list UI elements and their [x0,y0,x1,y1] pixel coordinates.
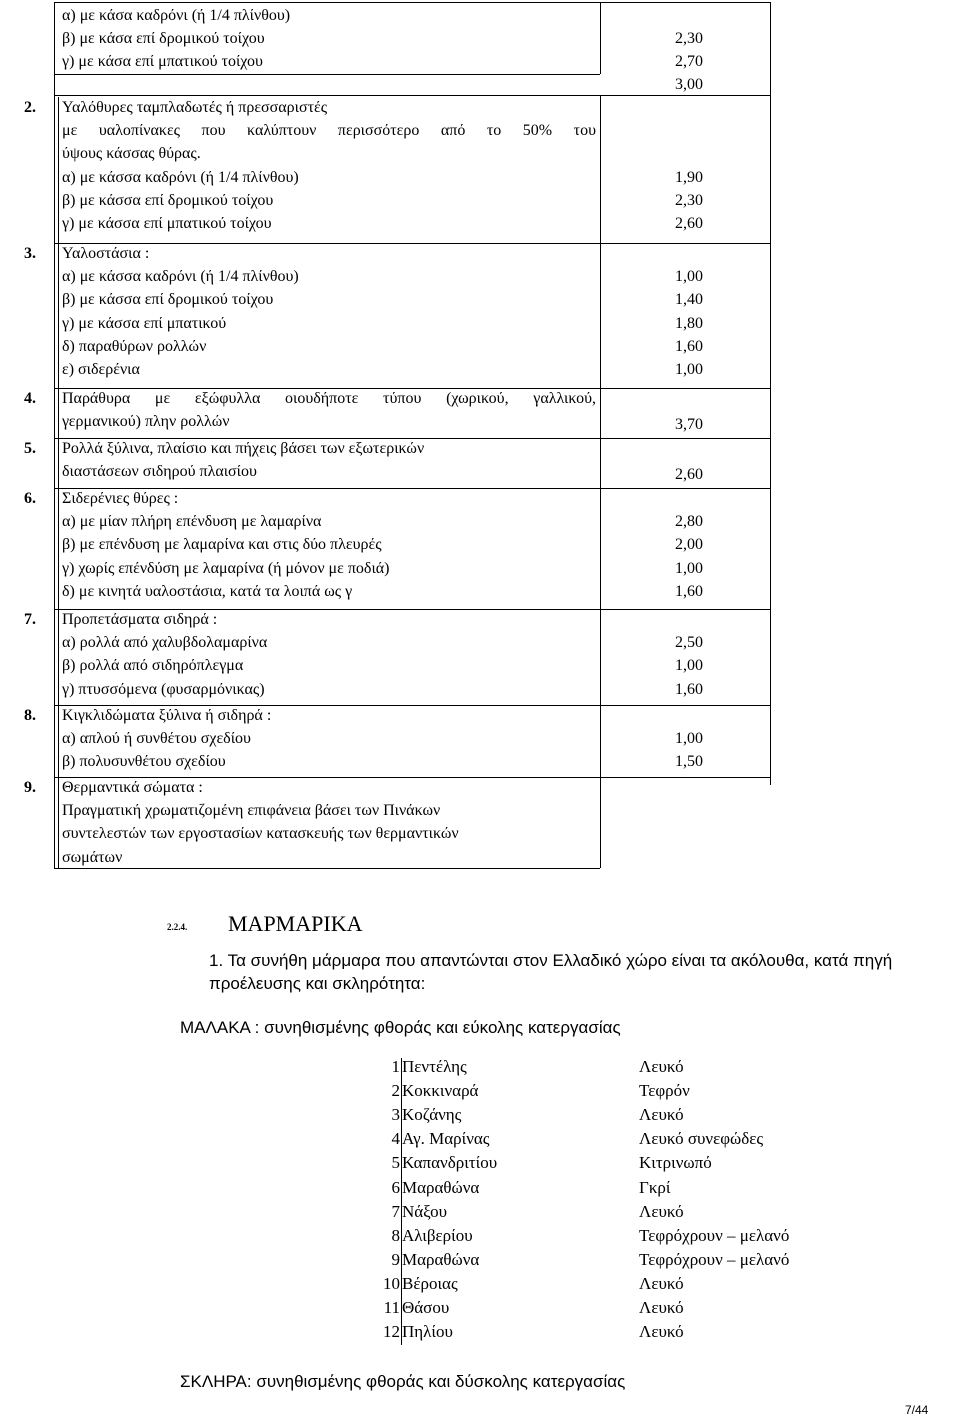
item-text: γ) πτυσσόμενα (φυσαρμόνικας) [62,680,265,698]
marble-color: Λευκό [639,1057,684,1076]
table-rule [600,2,601,74]
table-rule [600,703,601,777]
item-value: 2,80 [675,513,703,531]
marble-origin: Αγ. Μαρίνας [402,1129,490,1149]
table-rule [54,2,770,3]
marble-origin: Πηλίου [402,1322,453,1342]
marble-color: Τεφρόχρουν – μελανό [639,1249,790,1269]
item-value: 1,00 [675,657,703,675]
item-text: δ) παραθύρων ρολλών [62,337,207,355]
item-text: γ) με κάσσα επί μπατικού [62,314,227,332]
marble-color: Λευκό [639,1273,684,1293]
item-value: 1,60 [675,680,703,698]
intro-text: προέλευσης και σκληρότητα: [209,974,426,993]
table-rule [600,241,601,388]
intro-text: 1. Τα συνήθη μάρμαρα που απαντώνται στον Ελλαδικό χώρο είναι τα ακόλουθα, κατά πηγή [209,951,893,970]
marble-color: Κιτρινωπό [639,1153,712,1173]
item-value: 1,00 [675,268,703,286]
item-value: 2,00 [675,536,703,554]
table-rule [54,436,55,488]
table-rule [600,95,601,243]
table-rule [600,775,601,868]
table-rule [600,386,601,438]
item-text: ε) σιδερένια [62,361,140,378]
item-text: γερμανικού) πλην ρολλών [62,413,230,431]
marble-row-number: 1 [391,1057,400,1076]
marble-color: Λευκό [639,1322,684,1342]
marble-color: Λευκό συνεφώδες [639,1129,764,1149]
item-text: β) με κάσσα επί δρομικού τοίχου [62,291,274,309]
marble-row-number: 8 [391,1225,400,1245]
item-text: α) ρολλά από χαλυβδολαμαρίνα [62,634,268,652]
item-text: α) με κάσα καδρόνι (ή 1/4 πλίνθου) [62,7,291,24]
marble-origin: Κοκκιναρά [402,1081,479,1101]
section-code: 2.2.4. [167,922,188,932]
table-rule [54,486,55,609]
marble-origin: Πεντέλης [402,1057,467,1076]
table-rule [401,1058,402,1345]
item-text: σωμάτων [62,848,123,866]
item-text: α) με κάσσα καδρόνι (ή 1/4 πλίνθου) [62,268,299,286]
item-value: 1,00 [675,730,703,748]
section-number: 5. [24,440,36,457]
marble-origin: Καπανδριτίου [402,1153,498,1173]
item-text: γ) χωρίς επένδύση με λαμαρίνα (ή μόνον με ποδιά) [62,559,390,577]
section-number: 6. [24,490,36,507]
item-text: γ) με κάσα επί μπατικού τοίχου [62,53,263,70]
marble-color: Λευκό [639,1201,684,1221]
table-rule [54,95,55,243]
item-text: γ) με κάσσα επί μπατικού τοίχου [62,215,272,232]
marble-color: Τεφρόν [639,1081,690,1101]
table-rule [600,486,601,609]
item-value: 1,00 [675,361,703,378]
item-text: Παράθυρα με εξώφυλλα οιουδήποτε τύπου (χωρικού, γαλλικού, [62,390,596,407]
marble-origin: Αλιβερίου [402,1225,473,1245]
marble-origin: Μαραθώνα [402,1177,480,1197]
section-number: 2. [24,99,36,116]
marble-origin: Θάσου [402,1298,450,1317]
table-rule [58,97,59,868]
item-text: Υαλόθυρες ταμπλαδωτές ή πρεσσαριστές [62,99,328,116]
hard-marbles-heading: ΣΚΛΗΡΑ: συνηθισμένης φθοράς και δύσκολης κατεργασίας [180,1372,626,1391]
table-rule [54,95,770,96]
marble-color: Λευκό [639,1105,684,1125]
marble-row-number: 11 [383,1298,400,1317]
item-text: β) ρολλά από σιδηρόπλεγμα [62,657,244,675]
table-rule [54,775,55,868]
item-text: Υαλοστάσια : [62,245,150,262]
table-rule [54,386,55,438]
table-rule [770,2,771,785]
marble-color: Λευκό [639,1298,684,1317]
item-value: 2,70 [675,53,703,70]
item-text: Σιδερένιες θύρες : [62,490,179,507]
marble-row-number: 3 [391,1105,400,1125]
item-text: Πραγματική χρωματιζομένη επιφάνεια βάσει των Πινάκων [62,802,441,820]
item-value: 3,70 [675,416,703,434]
table-rule [600,607,601,705]
section-number: 3. [24,245,36,262]
item-text: Προπετάσματα σιδηρά : [62,611,218,628]
item-text: α) με κάσσα καδρόνι (ή 1/4 πλίνθου) [62,168,299,186]
item-value: 1,50 [675,753,703,771]
marble-row-number: 4 [391,1129,400,1149]
marble-row-number: 9 [391,1249,400,1269]
table-rule [54,703,55,777]
section-number: 9. [24,779,36,796]
marble-row-number: 7 [391,1201,400,1221]
table-rule [54,74,600,75]
item-value: 1,40 [675,291,703,309]
item-value: 1,60 [675,337,703,355]
section-title: ΜΑΡΜΑΡΙΚΑ [228,911,363,936]
table-rule [54,607,55,705]
section-number: 7. [24,611,36,628]
table-rule [54,868,600,869]
marble-row-number: 2 [391,1081,400,1101]
item-text: β) με κάσσα επί δρομικού τοίχου [62,191,274,209]
item-text: Κιγκλιδώματα ξύλινα ή σιδηρά : [62,707,272,724]
item-value: 2,60 [675,215,703,232]
table-rule [600,777,770,778]
item-value: 2,50 [675,634,703,652]
marble-row-number: 5 [391,1153,400,1173]
item-text: α) με μίαν πλήρη επένδυση με λαμαρίνα [62,513,322,531]
item-value: 2,60 [675,466,703,484]
item-value: 2,30 [675,191,703,209]
item-text: συντελεστών των εργοστασίων κατασκευής των θερμαντικών [62,825,459,843]
marble-row-number: 10 [383,1273,400,1293]
table-rule [54,2,55,95]
soft-marbles-heading: ΜΑΛΑΚΑ : συνηθισμένης φθοράς και εύκολης κατεργασίας [180,1018,621,1037]
item-text: β) με επένδυση με λαμαρίνα και στις δύο πλευρές [62,536,382,554]
item-text: Θερμαντικά σώματα : [62,779,203,796]
table-rule [600,436,601,488]
table-rule [54,241,55,388]
item-text: β) με κάσα επί δρομικού τοίχου [62,30,265,47]
item-value: 1,00 [675,559,703,577]
table-rule [54,243,770,244]
item-text: ύψους κάσσας θύρας. [62,145,201,163]
marble-origin: Βέροιας [402,1273,458,1293]
item-value: 1,60 [675,582,703,600]
item-text: β) πολυσυνθέτου σχεδίου [62,753,226,771]
item-value: 2,30 [675,30,703,47]
item-value: 3,00 [675,76,703,93]
item-text: με υαλοπίνακες που καλύπτουν περισσότερο από το 50% του [62,122,596,140]
item-text: δ) με κινητά υαλοστάσια, κατά τα λοιπά ως γ [62,582,353,600]
item-text: Ρολλά ξύλινα, πλαίσιο και πήχεις βάσει των εξωτερικών [62,440,425,457]
marble-origin: Κοζάνης [402,1105,462,1125]
item-text: διαστάσεων σιδηρού πλαισίου [62,463,257,481]
marble-origin: Μαραθώνα [402,1249,480,1269]
section-number: 8. [24,707,36,724]
marble-origin: Νάξου [402,1201,448,1221]
marble-row-number: 12 [383,1322,400,1342]
item-value: 1,80 [675,314,703,332]
marble-row-number: 6 [391,1177,400,1197]
marble-color: Γκρί [639,1177,671,1197]
page-number: 7/44 [905,1403,929,1417]
item-value: 1,90 [675,168,703,186]
section-number: 4. [24,390,36,407]
marble-color: Τεφρόχρουν – μελανό [639,1225,790,1245]
item-text: α) απλού ή συνθέτου σχεδίου [62,730,251,748]
